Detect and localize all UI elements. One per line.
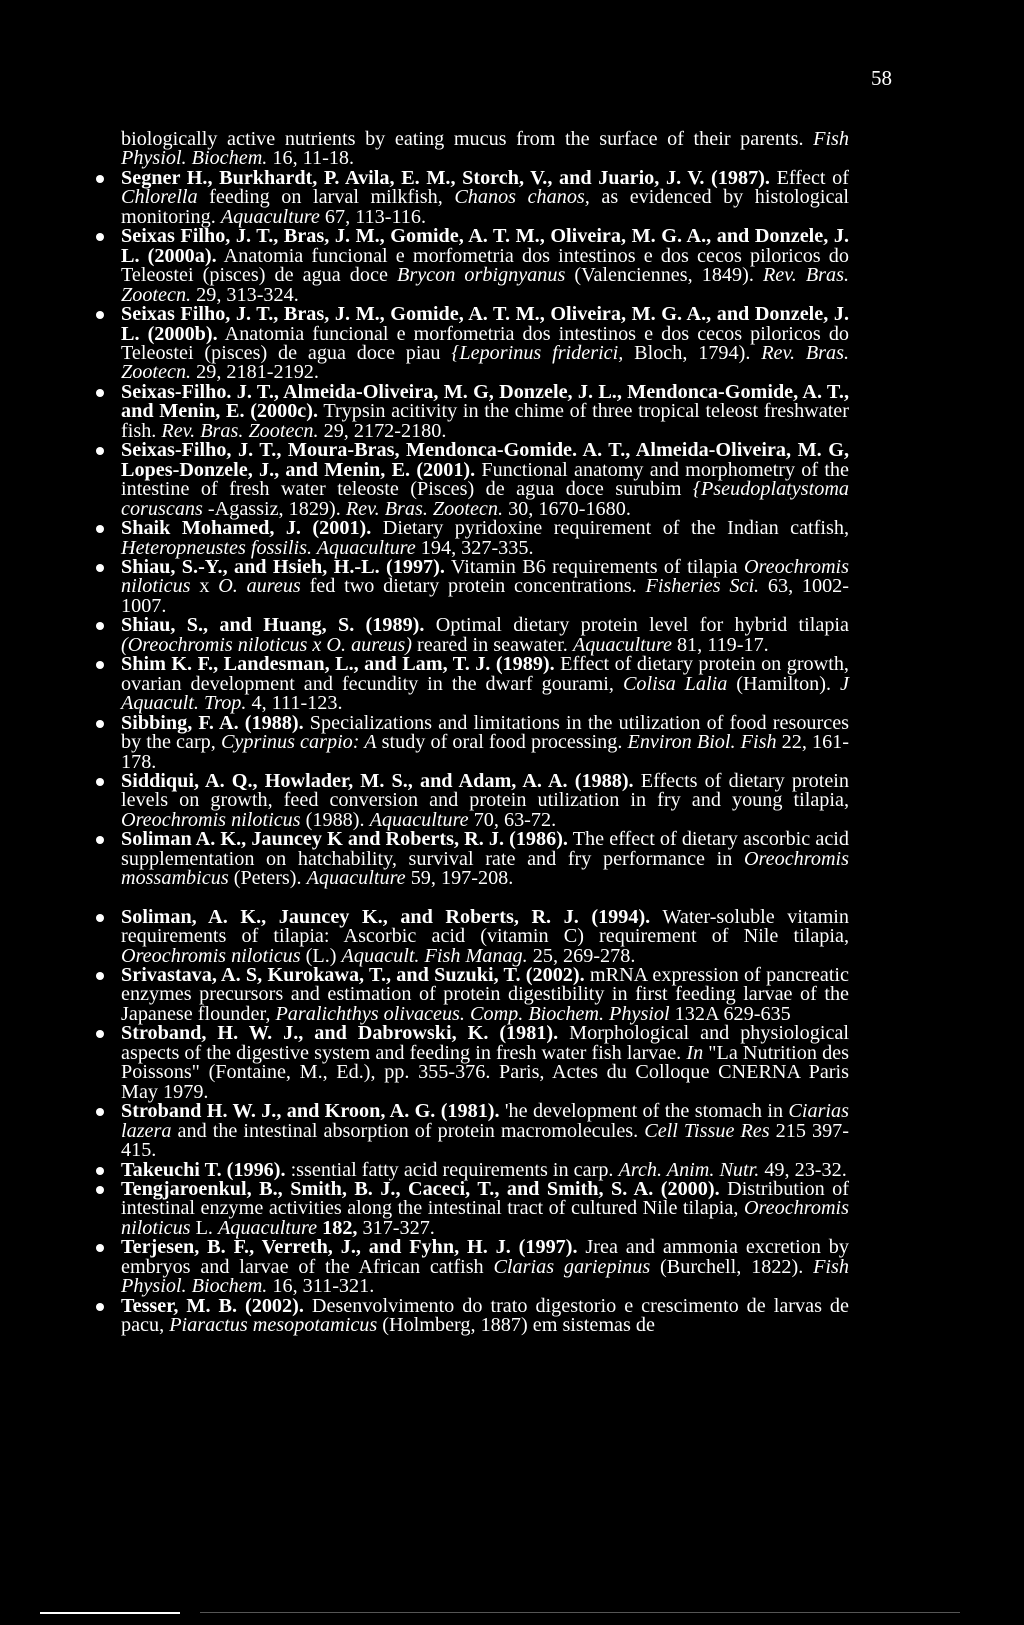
- reference-italic-text: Colisa Lalia: [622, 672, 728, 695]
- reference-text: Specializations and limitations in the utilization of food resources by the carp,: [121, 711, 850, 754]
- reference-italic-text: Rev. Bras. Zootecn.: [161, 419, 319, 442]
- reference-entry: [121, 130, 849, 169]
- reference-text: feeding on larval milkfish,: [197, 186, 455, 209]
- reference-text: L.: [190, 1216, 219, 1239]
- reference-italic-text: Oreochromis niloticus: [121, 1197, 849, 1239]
- reference-entry: [121, 1102, 849, 1160]
- reference-authors: Segner H., Burkhardt, P. Avila, E. M., Storch, V., and Juario, J. V. (1987).: [121, 166, 770, 189]
- reference-italic-text: Rev. Bras. Zootecn.: [345, 497, 504, 520]
- reference-text: "La Nutrition des Poissons" (Fontaine, M., Ed.), pp. 355-376. Paris, Actes du Colloque CNERNA Paris May 1979.: [121, 1041, 849, 1103]
- reference-text: Anatomia funcional e morfometria dos intestinos e dos cecos piloricos do Teleostei (pisces) de agua doce piau: [121, 322, 850, 364]
- reference-italic-text: Oreochromis niloticus: [121, 555, 849, 598]
- reference-text: (Valenciennes, 1849).: [565, 264, 763, 287]
- reference-entry: [121, 966, 849, 1024]
- reference-text: Desenvolvimento do trato digestorio e crescimento de larvas de pacu,: [121, 1294, 849, 1337]
- reference-authors: Stroband H. W. J., and Kroon, A. G. (1981).: [121, 1100, 500, 1123]
- reference-text: 215 397-415.: [121, 1119, 849, 1162]
- reference-text: (Hamilton).: [727, 672, 841, 695]
- reference-entry: [121, 519, 849, 558]
- reference-authors: Seixas-Filho, J. T., Moura-Bras, Mendonca-Gomide. A. T., Almeida-Oliveira, M. G, Lopes-Donzele, J., and Menin, E. (2001).: [121, 439, 849, 481]
- reference-italic-text: Aquacult. Fish Manag.: [341, 944, 528, 967]
- reference-text: (L.): [300, 944, 342, 967]
- reference-italic-text: Fish Physiol. Biochem.: [121, 1255, 849, 1298]
- reference-text: Dietary pyridoxine requirement of the Indian catfish,: [371, 517, 849, 540]
- reference-text: 16, 11-18.: [267, 147, 355, 170]
- reference-authors: Seixas-Filho. J. T., Almeida-Oliveira, M. G, Donzele, J. L., Mendonca-Gomide, A. T., and Menin, E. (2000c).: [121, 380, 849, 423]
- reference-italic-text: Clarias gariepinus: [493, 1255, 651, 1278]
- reference-text: Morphological and physiological aspects of the digestive system and feeding in fresh water fish larvae.: [121, 1022, 849, 1064]
- reference-text: (Peters).: [228, 867, 307, 890]
- reference-authors: Stroband, H. W. J., and Dabrowski, K. (1981).: [121, 1022, 559, 1045]
- reference-text: 30, 1670-1680.: [503, 497, 631, 520]
- reference-text: biologically active nutrients by eating mucus from the surface of their parents.: [121, 128, 814, 150]
- reference-text: Water-soluble vitamin requirements of tilapia: Ascorbic acid (vitamin C) requirement of Nile tilapia,: [121, 905, 849, 948]
- reference-italic-text: Paralichthys olivaceus. Comp. Biochem. Physiol: [275, 1002, 670, 1025]
- footer-rule: [40, 1612, 180, 1614]
- reference-entry: [121, 905, 849, 967]
- reference-italic-text: Piaractus mesopotamicus: [169, 1314, 378, 1337]
- reference-authors: Seixas Filho, J. T., Bras, J. M., Gomide, A. T. M., Oliveira, M. G. A., and Donzele, J. L. (2000b).: [121, 303, 849, 345]
- reference-text: :ssential fatty acid requirements in carp.: [285, 1158, 619, 1181]
- reference-text: Functional anatomy and morphometry of the intestine of fresh water teleoste (Pisces) de agua doce surubim: [121, 458, 849, 501]
- reference-entry: [121, 655, 849, 713]
- reference-italic-text: {Pseudoplatystoma coruscans: [121, 478, 849, 520]
- page-number: 58: [871, 66, 892, 90]
- reference-text: as evidenced by histological monitoring.: [121, 186, 849, 228]
- reference-text: 'he development of the stomach in: [499, 1100, 789, 1123]
- reference-text: (Holmberg, 1887) em sistemas de: [377, 1314, 655, 1337]
- reference-authors: Sibbing, F. A. (1988).: [121, 711, 304, 734]
- reference-entry: [121, 1180, 849, 1238]
- reference-text: 317-327.: [357, 1216, 435, 1239]
- reference-text: 29, 2181-2192.: [191, 361, 319, 384]
- footer-rule-faint: [200, 1612, 960, 1613]
- reference-italic-text: Ciarias lazera: [121, 1100, 849, 1142]
- reference-text: 67, 113-116.: [319, 205, 427, 228]
- reference-italic-text: Aquaculture: [218, 1216, 318, 1239]
- reference-text: 4, 111-123.: [246, 692, 343, 715]
- reference-entry: [121, 441, 849, 519]
- reference-entry: [121, 1238, 849, 1296]
- reference-text: 49, 23-32.: [759, 1158, 847, 1181]
- reference-text: 22, 161-178.: [121, 731, 849, 773]
- reference-italic-text: Oreochromis niloticus: [121, 944, 301, 967]
- reference-italic-text: J Aquacult. Trop.: [121, 672, 850, 715]
- reference-text: 81, 119-17.: [671, 633, 769, 656]
- reference-entry: [121, 616, 849, 655]
- reference-italic-text: O. aureus: [218, 575, 301, 598]
- reference-text: Effects of dietary protein levels on growth, feed conversion and protein utilization in fry and young tilapia,: [121, 769, 849, 812]
- reference-entry: [121, 711, 850, 773]
- reference-text: Jrea and ammonia excretion by embryos and larvae of the African catfish: [121, 1236, 849, 1278]
- reference-entry: [121, 166, 849, 228]
- reference-authors: Terjesen, B. F., Verreth, J., and Fyhn, H. J. (1997).: [121, 1236, 578, 1259]
- reference-text: 70, 63-72.: [468, 808, 557, 831]
- reference-entry: [121, 1024, 849, 1102]
- reference-text: 25, 269-278.: [527, 944, 636, 967]
- reference-authors: Shiau, S., and Huang, S. (1989).: [121, 614, 425, 637]
- reference-authors: Shaik Mohamed, J. (2001).: [121, 517, 372, 540]
- reference-italic-text: {Leporinus friderici,: [451, 341, 624, 364]
- reference-authors: Seixas Filho, J. T., Bras, J. M., Gomide, A. T. M., Oliveira, M. G. A., and Donzele, J. L. (2000a).: [121, 225, 849, 267]
- reference-text: -Agassiz, 1829).: [202, 497, 346, 520]
- reference-text: reared in seawater.: [412, 633, 573, 656]
- reference-text: 29, 313-324.: [191, 283, 299, 306]
- reference-italic-text: In: [686, 1041, 704, 1064]
- reference-italic-text: Aquaculture: [220, 205, 320, 228]
- reference-authors: Srivastava, A. S, Kurokawa, T., and Suzuki, T. (2002).: [121, 964, 585, 987]
- reference-italic-text: Arch. Anim. Nutr.: [618, 1158, 760, 1181]
- reference-italic-text: Aquaculture: [572, 633, 672, 656]
- reference-authors: Takeuchi T. (1996).: [121, 1158, 286, 1181]
- reference-italic-text: Cell Tissue Res: [644, 1119, 770, 1142]
- reference-entry: [121, 555, 849, 617]
- reference-text: Trypsin acitivity in the chime of three tropical teleost freshwater fish.: [121, 400, 849, 442]
- reference-text: and the intestinal absorption of protein macromolecules.: [171, 1119, 645, 1142]
- reference-text: 16, 311-321.: [267, 1275, 375, 1298]
- reference-text: Effect of dietary protein on growth, ovarian development and fecundity in the dwarf gourami,: [121, 653, 849, 695]
- reference-text: Effect of: [769, 166, 849, 189]
- reference-italic-text: Chanos chanos,: [454, 186, 590, 209]
- reference-italic-text: Environ Biol. Fish: [627, 731, 777, 754]
- reference-italic-text: Chlorella: [121, 186, 198, 209]
- reference-entry: [121, 769, 849, 831]
- reference-authors: Siddiqui, A. Q., Howlader, M. S., and Adam, A. A. (1988).: [121, 769, 634, 792]
- reference-italic-text: Heteropneustes fossilis. Aquaculture: [121, 536, 416, 559]
- reference-text: 63, 1002-1007.: [121, 575, 849, 617]
- reference-text: Bloch, 1794).: [623, 341, 762, 364]
- reference-italic-text: (Oreochromis niloticus x O. aureus): [121, 633, 412, 656]
- reference-italic-text: Oreochromis mossambicus: [121, 847, 849, 890]
- reference-authors: Soliman, A. K., Jauncey K., and Roberts, R. J. (1994).: [121, 905, 651, 928]
- reference-authors: Soliman A. K., Jauncey K and Roberts, R. J. (1986).: [121, 828, 568, 851]
- reference-text: 132A 629-635: [669, 1002, 791, 1025]
- reference-authors: Shiau, S.-Y., and Hsieh, H.-L. (1997).: [121, 555, 445, 578]
- reference-italic-text: Fish Physiol. Biochem.: [121, 128, 849, 170]
- reference-italic-text: Oreochromis niloticus: [121, 808, 301, 831]
- reference-italic-text: Aquaculture: [306, 867, 406, 890]
- reference-text: 59, 197-208.: [405, 867, 514, 890]
- reference-text: Anatomia funcional e morfometria dos intestinos e dos cecos piloricos do Teleostei (pisces) de agua doce: [121, 244, 849, 287]
- reference-italic-text: Rev. Bras. Zootecn.: [121, 341, 850, 384]
- reference-entry: [121, 380, 849, 442]
- reference-italic-text: Cyprinus carpio: A: [220, 731, 377, 754]
- reference-entry: [121, 227, 849, 305]
- reference-text: The effect of dietary ascorbic acid supplementation on hatchability, survival rate and fry performance in: [121, 828, 849, 870]
- reference-authors: Shim K. F., Landesman, L., and Lam, T. J. (1989).: [121, 653, 555, 676]
- reference-italic-text: Fisheries Sci.: [645, 575, 760, 598]
- reference-text: (Burchell, 1822).: [650, 1255, 814, 1278]
- reference-text: mRNA expression of pancreatic enzymes precursors and estimation of protein digestibility in first feeding larvae of the Japanese flounder,: [121, 964, 849, 1025]
- reference-entry: [121, 1294, 849, 1337]
- reference-text: Vitamin B6 requirements of tilapia: [444, 555, 744, 578]
- reference-authors: 182,: [317, 1216, 358, 1239]
- reference-italic-text: Aquaculture: [369, 808, 469, 831]
- reference-text: 29, 2172-2180.: [318, 419, 447, 442]
- reference-text: fed two dietary protein concentrations.: [300, 575, 646, 598]
- reference-entry: [121, 830, 849, 888]
- reference-text: 194, 327-335.: [415, 536, 534, 559]
- reference-authors: Tesser, M. B. (2002).: [121, 1294, 304, 1317]
- reference-italic-text: Brycon orbignyanus: [397, 264, 566, 287]
- reference-list: [121, 130, 849, 1336]
- reference-entry: [121, 305, 849, 383]
- reference-text: x: [190, 575, 219, 598]
- reference-text: Distribution of intestinal enzyme activities along the intestinal tract of cultured Nile tilapia,: [121, 1178, 849, 1220]
- reference-italic-text: Rev. Bras. Zootecn.: [121, 264, 850, 306]
- reference-text: study of oral food processing.: [376, 731, 628, 754]
- reference-authors: Tengjaroenkul, B., Smith, B. J., Caceci, T., and Smith, S. A. (2000).: [121, 1178, 720, 1201]
- reference-text: Optimal dietary protein level for hybrid tilapia: [424, 614, 849, 637]
- reference-text: (1988).: [300, 808, 370, 831]
